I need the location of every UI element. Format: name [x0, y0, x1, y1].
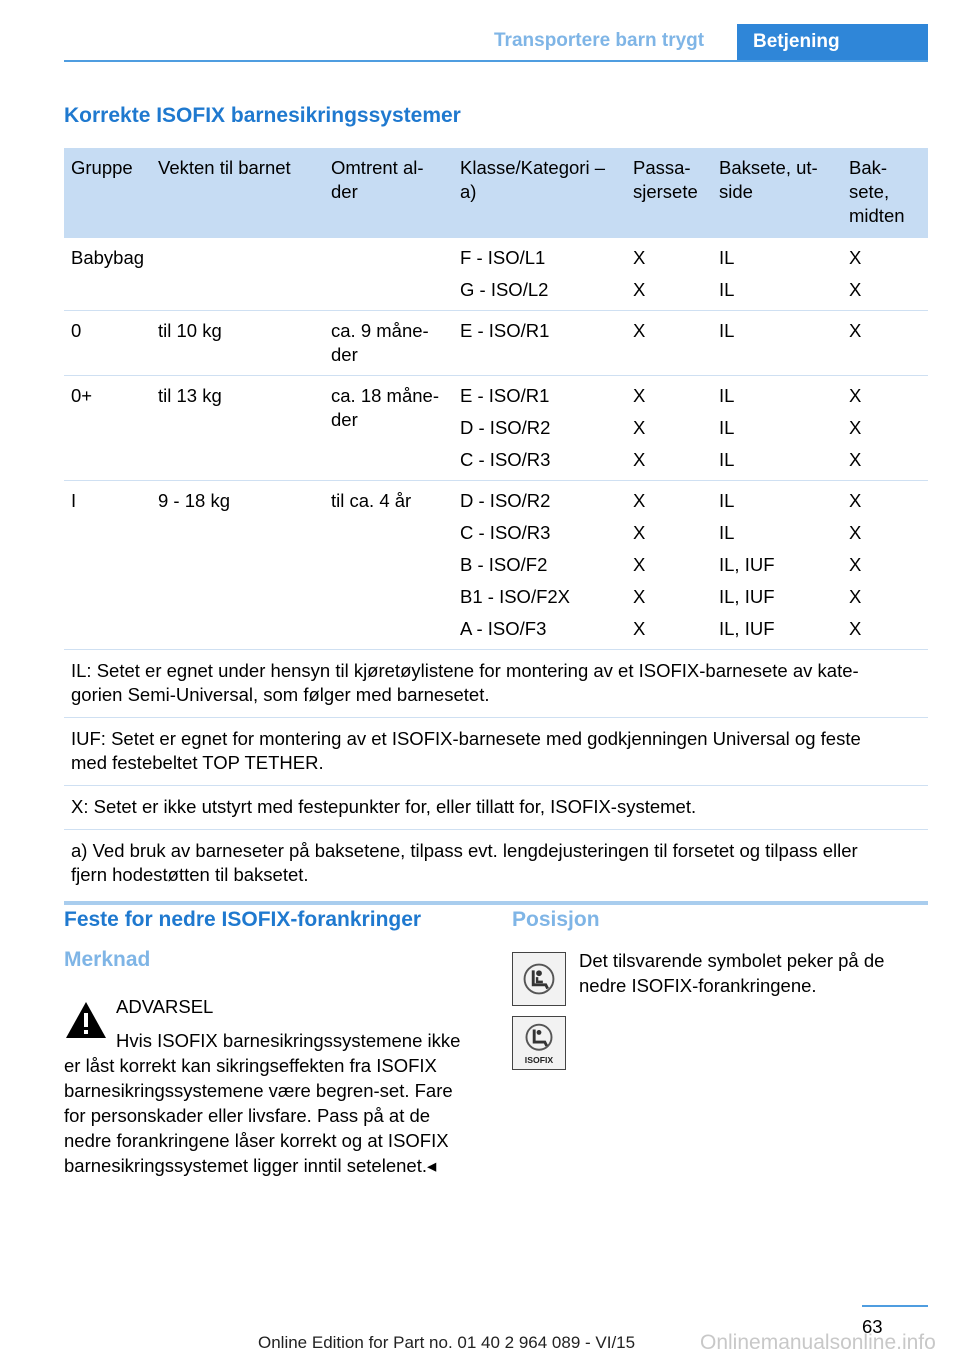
- table-header-cell: Klasse/Kategori – a): [453, 148, 626, 238]
- cell-value: X: [849, 490, 862, 511]
- table-cell-gruppe: 0+: [64, 376, 151, 481]
- table-cell-midten: [842, 311, 928, 376]
- page-title: Korrekte ISOFIX barnesikringssystemer: [64, 104, 461, 127]
- table-header-cell: Omtrent al- der: [324, 148, 453, 238]
- table-cell-passasjer: [626, 376, 712, 481]
- table-cell-klasse: [453, 311, 626, 376]
- cell-value: G - ISO/L2: [460, 279, 549, 300]
- table-cell-passasjer: [626, 311, 712, 376]
- isofix-symbol-label: ISOFIX: [524, 1055, 554, 1066]
- table-cell-gruppe: I: [64, 481, 151, 650]
- position-heading: Posisjon: [512, 908, 600, 931]
- table-cell-gruppe: Babybag: [64, 238, 151, 311]
- table-header-cell: Bak- sete, midten: [842, 148, 928, 238]
- table-note: X: Setet er ikke utstyrt med festepunkter for, eller tillatt for, ISOFIX-systemet.: [64, 786, 928, 830]
- table-row: [64, 481, 928, 650]
- table-header-cell: Gruppe: [64, 148, 151, 238]
- header-tab: [737, 24, 928, 62]
- footer-edition: Online Edition for Part no. 01 40 2 964 089 - VI/15: [258, 1333, 636, 1352]
- cell-value: X: [633, 417, 646, 438]
- table-cell-klasse: [453, 481, 626, 650]
- table-cell-passasjer: [626, 481, 712, 650]
- cell-value: C - ISO/R3: [460, 449, 551, 470]
- cell-value: X: [633, 522, 646, 543]
- cell-value: C - ISO/R3: [460, 522, 551, 543]
- cell-value: B - ISO/F2: [460, 554, 548, 575]
- cell-value: IL: [719, 417, 735, 438]
- cell-value: IL: [719, 247, 735, 268]
- table-note: IUF: Setet er egnet for montering av et ISOFIX-barnesete med godkjenningen Universal og feste med festebeltet TOP TETHER.: [64, 718, 928, 786]
- cell-value: X: [633, 385, 646, 406]
- header-rule: [64, 60, 928, 62]
- cell-value: X: [633, 554, 646, 575]
- cell-value: X: [849, 554, 862, 575]
- cell-value: X: [633, 449, 646, 470]
- table-cell-vekt: [151, 238, 324, 311]
- cell-value: A - ISO/F3: [460, 618, 547, 639]
- page-number: 63: [862, 1316, 883, 1337]
- table-cell-midten: [842, 238, 928, 311]
- cell-value: IL, IUF: [719, 554, 775, 575]
- cell-value: F - ISO/L1: [460, 247, 546, 268]
- table-row: [64, 311, 928, 376]
- right-column: [512, 908, 928, 1066]
- table-cell-utside: [712, 376, 842, 481]
- warning-title: ADVARSEL: [116, 996, 214, 1017]
- footer-watermark: Onlinemanualsonline.info: [700, 1331, 936, 1354]
- table-row: [64, 238, 928, 311]
- table-cell-midten: [842, 481, 928, 650]
- cell-value: X: [849, 618, 862, 639]
- cell-value: X: [849, 279, 862, 300]
- cell-value: D - ISO/R2: [460, 490, 551, 511]
- cell-value: X: [633, 279, 646, 300]
- table-note-row: [64, 786, 928, 830]
- cell-value: X: [849, 586, 862, 607]
- left-column: [64, 908, 476, 1176]
- cell-value: X: [633, 490, 646, 511]
- table-cell-alder: ca. 18 måne- der: [324, 376, 453, 481]
- cell-value: IL: [719, 320, 735, 341]
- table-cell-alder: [324, 238, 453, 311]
- header-tab-label: Betjening: [753, 31, 840, 52]
- table-header-cell: Vekten til barnet: [151, 148, 324, 238]
- cell-value: IL, IUF: [719, 586, 775, 607]
- table-cell-alder: til ca. 4 år: [324, 481, 453, 650]
- table-cell-utside: [712, 311, 842, 376]
- table-cell-vekt: til 13 kg: [151, 376, 324, 481]
- cell-value: IL: [719, 490, 735, 511]
- cell-value: X: [849, 449, 862, 470]
- warning-text: Hvis ISOFIX barnesikringssystemene ikke er låst korrekt kan sikringseffekten fra ISOFIX barnesikringssystemene være begren-set. Fare for personskader eller livsfare. Pass på at de nedre forankringene låser korrekt og at ISOFIX barnesikringssystemet ligger inntil setelenet.◂: [64, 1030, 461, 1176]
- table-cell-vekt: 9 - 18 kg: [151, 481, 324, 650]
- footer-rule: [862, 1305, 928, 1307]
- table-cell-utside: [712, 481, 842, 650]
- cell-value: B1 - ISO/F2X: [460, 586, 571, 607]
- table-cell-utside: [712, 238, 842, 311]
- position-text: Det tilsvarende symbolet peker på de nedre ISOFIX-forankringene.: [579, 950, 885, 996]
- cell-value: X: [633, 618, 646, 639]
- table-cell-passasjer: [626, 238, 712, 311]
- table-cell-klasse: [453, 376, 626, 481]
- section-heading-isofix: Feste for nedre ISOFIX-forankringer: [64, 908, 422, 931]
- note-heading: Merknad: [64, 948, 151, 971]
- header-section-title: Transportere barn trygt: [494, 30, 705, 51]
- table-header-row: [64, 148, 928, 238]
- table-note-row: [64, 830, 928, 904]
- cell-value: IL: [719, 522, 735, 543]
- cell-value: IL: [719, 385, 735, 406]
- table-cell-gruppe: 0: [64, 311, 151, 376]
- table-note: a) Ved bruk av barneseter på baksetene, tilpass evt. lengdejusteringen til forsetet og tilpass eller fjern hodestøtten til baksetet.: [64, 830, 928, 904]
- cell-value: E - ISO/R1: [460, 320, 550, 341]
- cell-value: X: [849, 385, 862, 406]
- cell-value: X: [849, 522, 862, 543]
- cell-value: X: [633, 247, 646, 268]
- table-cell-alder: ca. 9 måne- der: [324, 311, 453, 376]
- table-cell-vekt: til 10 kg: [151, 311, 324, 376]
- table-cell-midten: [842, 376, 928, 481]
- cell-value: D - ISO/R2: [460, 417, 551, 438]
- cell-value: IL, IUF: [719, 618, 775, 639]
- cell-value: IL: [719, 449, 735, 470]
- cell-value: X: [633, 586, 646, 607]
- isofix-child-seat-icon: [512, 1016, 566, 1070]
- cell-value: IL: [719, 279, 735, 300]
- cell-value: X: [849, 247, 862, 268]
- isofix-table: [64, 148, 928, 905]
- table-note-row: [64, 718, 928, 786]
- table-note: IL: Setet er egnet under hensyn til kjøretøylistene for montering av et ISOFIX-barnesete av kate- gorien Semi-Universal, som følger med barnesetet.: [64, 650, 928, 718]
- cell-value: X: [849, 417, 862, 438]
- cell-value: E - ISO/R1: [460, 385, 550, 406]
- table-header-cell: Passa- sjersete: [626, 148, 712, 238]
- table-header-cell: Baksete, ut- side: [712, 148, 842, 238]
- table-cell-klasse: [453, 238, 626, 311]
- table-row: [64, 376, 928, 481]
- child-seat-icon: [512, 952, 566, 1006]
- table-note-row: [64, 650, 928, 718]
- cell-value: X: [849, 320, 862, 341]
- cell-value: X: [633, 320, 646, 341]
